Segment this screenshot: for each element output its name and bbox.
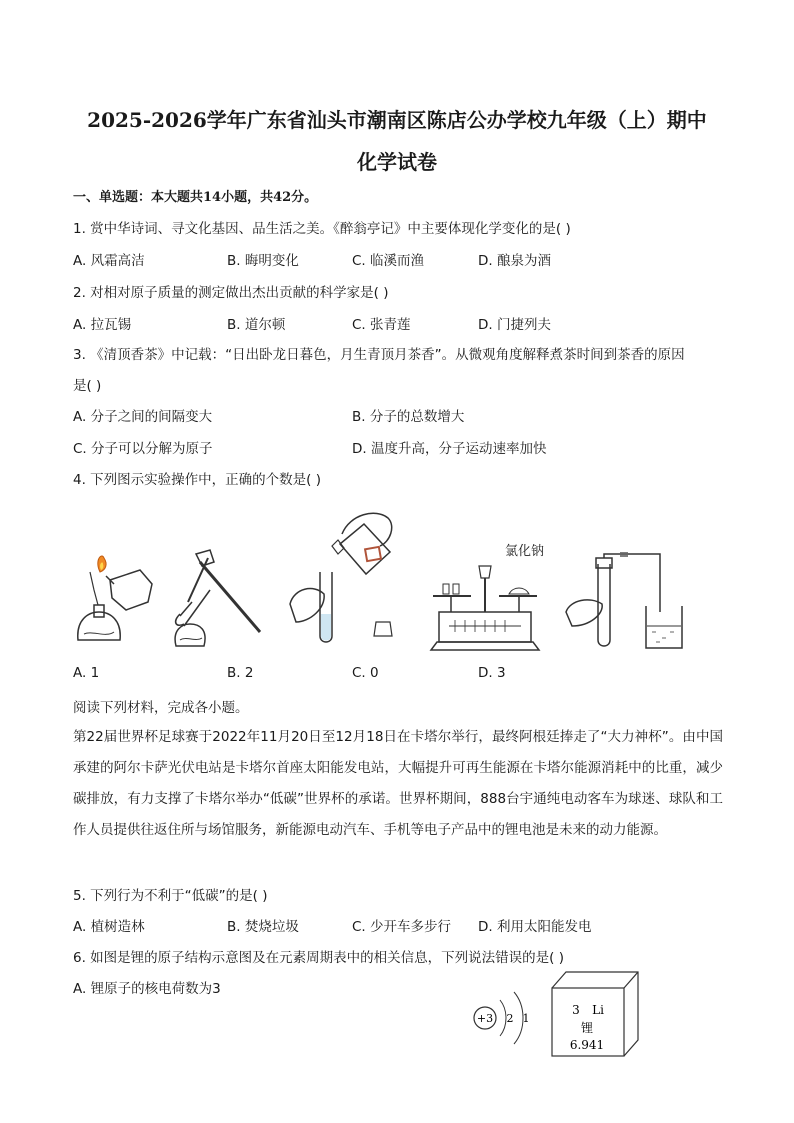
shell-2-electrons: 1 (522, 1012, 530, 1025)
q2-option-d: D. 门捷列夫 (478, 317, 551, 333)
periodic-table-cell (550, 968, 642, 1060)
section-heading: 一、单选题：本大题共14小题，共42分。 (73, 190, 318, 205)
page-subtitle: 化学试卷 (357, 150, 437, 174)
heating-test-tube-figure (170, 542, 270, 652)
question-3-stem-cont: 是( ) (73, 378, 102, 394)
lithium-atom-diagram (468, 990, 548, 1054)
q4-option-c: C. 0 (352, 665, 379, 681)
question-1-stem: 1. 赏中华诗词、寻文化基因、品生活之美。《醉翁亭记》中主要体现化学变化的是( ) (73, 221, 571, 237)
q4-figures (60, 512, 700, 652)
q1-option-b: B. 晦明变化 (227, 253, 299, 269)
q2-option-b: B. 道尔顿 (227, 317, 286, 333)
element-name: 锂 (580, 1021, 594, 1035)
q2-option-c: C. 张青莲 (352, 317, 411, 333)
pouring-liquid-figure (280, 504, 400, 654)
q3-option-b: B. 分子的总数增大 (352, 409, 465, 425)
q2-option-a: A. 拉瓦锡 (73, 317, 132, 333)
reading-intro: 阅读下列材料，完成各小题。 (73, 700, 249, 716)
q4-option-b: B. 2 (227, 665, 254, 681)
q5-option-c: C. 少开车多步行 (352, 919, 452, 935)
atomic-number: 3 (572, 1003, 580, 1017)
q5-option-d: D. 利用太阳能发电 (478, 919, 592, 935)
q6-option-a: A. 锂原子的核电荷数为3 (73, 981, 221, 997)
q1-option-a: A. 风霜高洁 (73, 253, 145, 269)
q5-option-b: B. 焚烧垃圾 (227, 919, 299, 935)
page-title: 2025-2026学年广东省汕头市潮南区陈店公办学校九年级（上）期中 (87, 108, 707, 132)
shell-1-electrons: 2 (506, 1012, 514, 1025)
q1-option-c: C. 临溪而渔 (352, 253, 425, 269)
airtightness-figure (560, 552, 690, 652)
reading-paragraph: 第22届世界杯足球赛于2022年11月20日至12月18日在卡塔尔举行，最终阿根廷捧走了“大力神杯”。由中国承建的阿尔卡萨光伏电站是卡塔尔首座太阳能发电站，大幅提升可再生能源在卡塔尔能源消耗中的比重，减少碳排放，有力支撑了卡塔尔举办“低碳”世界杯的承诺。世界杯期间，888台宇通纯电动客车为球迷、球队和工作人员提供往返住所与场馆服务，新能源电动汽车、手机等电子产品中的锂电池是未来的动力能源。 (73, 729, 723, 838)
element-symbol: Li (592, 1003, 604, 1017)
nacl-label: 氯化钠 (505, 544, 545, 559)
question-6-stem: 6. 如图是锂的原子结构示意图及在元素周期表中的相关信息，下列说法错误的是( ) (73, 950, 564, 966)
q4-option-d: D. 3 (478, 665, 506, 681)
atomic-mass: 6.941 (569, 1038, 605, 1052)
question-5-stem: 5. 下列行为不利于“低碳”的是( ) (73, 888, 268, 904)
question-4-stem: 4. 下列图示实验操作中，正确的个数是( ) (73, 472, 321, 488)
q1-option-d: D. 酿泉为酒 (478, 253, 551, 269)
q3-option-c: C. 分子可以分解为原子 (73, 441, 213, 457)
q5-option-a: A. 植树造林 (73, 919, 145, 935)
q3-option-d: D. 温度升高，分子运动速率加快 (352, 441, 547, 457)
alcohol-lamp-figure (70, 550, 160, 650)
question-2-stem: 2. 对相对原子质量的测定做出杰出贡献的科学家是( ) (73, 285, 389, 301)
nucleus-charge: +3 (476, 1012, 494, 1025)
balance-figure (425, 556, 545, 652)
question-3-stem: 3. 《清顶香茶》中记载：“日出卧龙日暮色，月生青顶月茶香”。从微观角度解释煮茶时间到茶香的原因 (73, 347, 685, 363)
q3-option-a: A. 分子之间的间隔变大 (73, 409, 213, 425)
q4-option-a: A. 1 (73, 665, 100, 681)
